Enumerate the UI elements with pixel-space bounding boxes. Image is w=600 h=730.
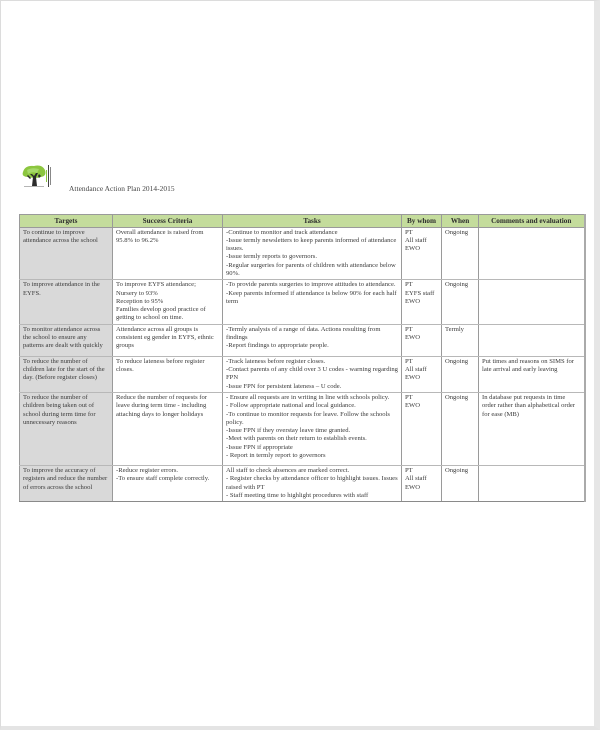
header-by-whom: By whom xyxy=(402,215,442,228)
comments-cell xyxy=(479,280,585,324)
by-whom-cell xyxy=(402,465,442,501)
criteria-cell xyxy=(113,356,223,392)
task-line: - Staff meeting time to highlight procedures with staff xyxy=(226,491,369,499)
task-line: -Continue to monitor and track attendance xyxy=(226,228,338,236)
target-cell: To continue to improve attendance across the school xyxy=(20,227,113,280)
task-line: -Issue FPN if they overstay leave time granted. xyxy=(226,427,351,435)
when-cell: Ongoing xyxy=(442,392,479,465)
task-line: -Report findings to appropriate people. xyxy=(226,342,329,350)
responsible-line: EWO xyxy=(405,374,421,382)
responsible-line: PT xyxy=(405,393,413,401)
responsible-line: EWO xyxy=(405,402,421,410)
responsible-line: EWO xyxy=(405,297,421,305)
action-plan-table xyxy=(19,214,586,502)
tasks-cell xyxy=(223,392,402,465)
header-when: When xyxy=(442,215,479,228)
task-line: -Contact parents of any child over 3 U codes - warning regarding FPN xyxy=(226,366,398,382)
task-line: - Ensure all requests are in writing in line with schools policy. xyxy=(226,393,390,401)
task-line: -Issue termly reports to governors. xyxy=(226,253,318,261)
responsible-line: All staff xyxy=(405,366,427,374)
criteria-line: To reduce lateness before register closes. xyxy=(116,357,205,374)
comments-cell: In database put requests in time order rather than alphabetical order for ease (MB) xyxy=(479,392,585,465)
table-row xyxy=(20,227,585,280)
when-cell: Ongoing xyxy=(442,465,479,501)
target-cell: To reduce the number of children being taken out of school during term time for unnecessary reasons xyxy=(20,392,113,465)
when-cell: Ongoing xyxy=(442,280,479,324)
task-line: -To provide parents surgeries to improve attitudes to attendance. xyxy=(226,281,396,289)
header-success-criteria: Success Criteria xyxy=(113,215,223,228)
responsible-line: EWO xyxy=(405,245,421,253)
tasks-cell xyxy=(223,280,402,324)
document-title: Attendance Action Plan 2014-2015 xyxy=(69,184,175,193)
task-line: -Regular surgeries for parents of children with attendance below 90%. xyxy=(226,261,396,277)
criteria-line: -Reduce register errors. xyxy=(116,466,179,474)
tree-logo-icon xyxy=(17,162,57,190)
when-cell: Ongoing xyxy=(442,356,479,392)
task-line: - Register checks by attendance officer to highlight issues. Issues raised with PT xyxy=(226,475,398,491)
responsible-line: PT xyxy=(405,466,413,474)
responsible-line: PT xyxy=(405,281,413,289)
header-tasks: Tasks xyxy=(223,215,402,228)
responsible-line: EYFS staff xyxy=(405,289,435,297)
responsible-line: EWO xyxy=(405,483,421,491)
criteria-cell xyxy=(113,324,223,356)
criteria-line: Reception to 95% xyxy=(116,297,164,305)
task-line: -Termly analysis of a range of data. Actions resulting from findings xyxy=(226,325,381,342)
target-cell: To improve attendance in the EYFS. xyxy=(20,280,113,324)
responsible-line: PT xyxy=(405,325,413,333)
criteria-cell xyxy=(113,392,223,465)
criteria-line: -To ensure staff complete correctly. xyxy=(116,475,210,483)
table-row xyxy=(20,465,585,501)
criteria-cell xyxy=(113,280,223,324)
task-line: -Track lateness before register closes. xyxy=(226,357,326,365)
by-whom-cell xyxy=(402,227,442,280)
criteria-line: Families develop good practice of getting to school on time. xyxy=(116,306,206,322)
criteria-line: Nursery to 93% xyxy=(116,289,158,297)
tasks-cell xyxy=(223,465,402,501)
task-line: -To continue to monitor requests for leave. Follow the schools policy. xyxy=(226,410,390,426)
when-cell: Termly xyxy=(442,324,479,356)
by-whom-cell xyxy=(402,356,442,392)
table-row xyxy=(20,356,585,392)
tasks-cell xyxy=(223,227,402,280)
by-whom-cell xyxy=(402,280,442,324)
criteria-line: Attendance across all groups is consistent eg gender in EYFS, ethnic groups xyxy=(116,325,214,350)
criteria-cell xyxy=(113,227,223,280)
task-line: -Keep parents informed if attendance is below 90% for each half term xyxy=(226,289,397,305)
criteria-line: To improve EYFS attendance; xyxy=(116,281,196,289)
criteria-cell xyxy=(113,465,223,501)
comments-cell xyxy=(479,324,585,356)
responsible-line: EWO xyxy=(405,334,421,342)
when-cell: Ongoing xyxy=(442,227,479,280)
task-line: - Follow appropriate national and local guidance. xyxy=(226,402,356,410)
responsible-line: All staff xyxy=(405,475,427,483)
criteria-line: Overall attendance is raised from 95.8% to 96.2% xyxy=(116,228,204,244)
table-header-row xyxy=(20,215,585,228)
target-cell: To monitor attendance across the school to ensure any patterns are dealt with quickly xyxy=(20,324,113,356)
task-line: -Issue FPN for persistent lateness – U code. xyxy=(226,382,342,390)
table-row xyxy=(20,280,585,324)
header-comments: Comments and evaluation xyxy=(479,215,585,228)
table-row xyxy=(20,392,585,465)
header-targets: Targets xyxy=(20,215,113,228)
task-line: All staff to check absences are marked correct. xyxy=(226,466,350,474)
task-line: -Issue termly newsletters to keep parents informed of attendance issues. xyxy=(226,236,397,253)
responsible-line: All staff xyxy=(405,236,427,244)
criteria-line: Reduce the number of requests for leave during term time - including attaching days to longer holidays xyxy=(116,393,207,418)
comments-cell xyxy=(479,227,585,280)
task-line: -Issue FPN if appropriate xyxy=(226,443,293,451)
target-cell: To improve the accuracy of registers and reduce the number of errors across the school xyxy=(20,465,113,501)
tasks-cell xyxy=(223,324,402,356)
by-whom-cell xyxy=(402,324,442,356)
by-whom-cell xyxy=(402,392,442,465)
task-line: -Meet with parents on their return to establish events. xyxy=(226,435,367,443)
comments-cell xyxy=(479,465,585,501)
target-cell: To reduce the number of children late for the start of the day. (Before register closes) xyxy=(20,356,113,392)
responsible-line: PT xyxy=(405,357,413,365)
table-row xyxy=(20,324,585,356)
responsible-line: PT xyxy=(405,228,413,236)
tasks-cell xyxy=(223,356,402,392)
task-line: - Report in termly report to governors xyxy=(226,452,326,460)
comments-cell: Put times and reasons on SIMS for late arrival and early leaving xyxy=(479,356,585,392)
